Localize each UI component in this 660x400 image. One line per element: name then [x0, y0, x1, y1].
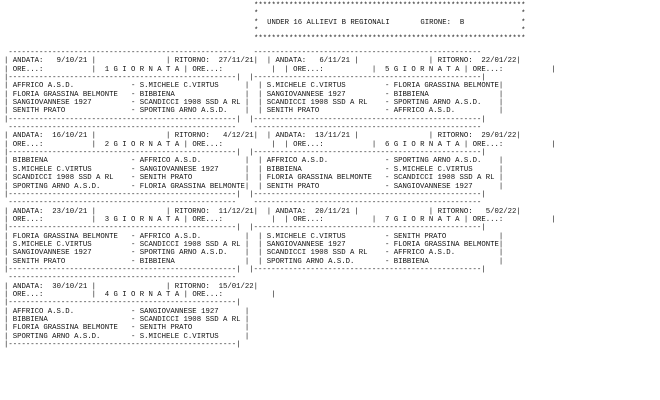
giornata-label: G I O R N A T A	[113, 215, 180, 224]
home-team: SCANDICCI 1908 SSD A RL	[266, 249, 368, 258]
home-team: S.MICHELE C.VIRTUS	[266, 232, 346, 241]
ritorno-date: 11/12/21	[218, 207, 254, 216]
away-team: SPORTING ARNO A.S.D.	[139, 249, 228, 258]
home-team: FLORIA GRASSINA BELMONTE	[12, 232, 118, 241]
ritorno-label: RITORNO:	[437, 207, 473, 216]
giornata-number: 4	[104, 290, 110, 299]
ore-label: ORE...:	[192, 215, 223, 224]
ore-label: ORE...:	[293, 65, 324, 74]
giornata-number: 3	[104, 215, 110, 224]
home-team: AFFRICO A.S.D.	[12, 307, 75, 316]
fixture-sheet: ---------------------------------------------------- ---------------------------------------------------- | ANDATA: 9/10/21 | | RITORNO: 27/11/21| | ANDATA: 6/11/21 | | RITORNO: 22/01/22| | ORE...: | 1 G I O R N A T A | ORE...: | | ORE...: | 5 G I O R N A T A | ORE...: | |----------------------------------------------------| |----------------------------------------------------| | AFFRICO A.S.D. - S.MICHELE C.VIRTUS | | S.MICHELE C.VIRTUS - FLORIA GRASSINA BELMONTE| | FLORIA GRASSINA BELMONTE - BIBBIENA | | SANGIOVANNESE 1927 - BIBBIENA | | SANGIOVANNESE 1927 - SCANDICCI 1908 SSD A RL | | SCANDICCI 1908 SSD A RL - SPORTING ARNO A.S.D. | | SENITH PRATO - SPORTING ARNO A.S.D. | | SENITH PRATO - AFFRICO A.S.D. | |----------------------------------------------------| |----------------------------------------------------| ---------------------------------------------------- ---------------------------------------------------- | ANDATA: 16/10/21 | | RITORNO: 4/12/21| | ANDATA: 13/11/21 | | RITORNO: 29/01/22| | ORE...: | 2 G I O R N A T A | ORE...: | | ORE...: | 6 G I O R N A T A | ORE...: | |----------------------------------------------------| |----------------------------------------------------| | BIBBIENA - AFFRICO A.S.D. | | AFFRICO A.S.D. - SPORTING ARNO A.S.D. | | S.MICHELE C.VIRTUS - SANGIOVANNESE 1927 | | BIBBIENA - S.MICHELE C.VIRTUS | | SCANDICCI 1908 SSD A RL - SENITH PRATO | | FLORIA GRASSINA BELMONTE - SCANDICCI 1908 SSD A RL | | SPORTING ARNO A.S.D. - FLORIA GRASSINA BELMONTE| | SENITH PRATO - SANGIOVANNESE 1927 | |----------------------------------------------------| |----------------------------------------------------| ---------------------------------------------------- ---------------------------------------------------- | ANDATA: 23/10/21 | | RITORNO: 11/12/21| | ANDATA: 20/11/21 | | RITORNO: 5/02/22| | ORE...: | 3 G I O R N A T A | ORE...: | | ORE...: | 7 G I O R N A T A | ORE...: | |----------------------------------------------------| |----------------------------------------------------| | FLORIA GRASSINA BELMONTE - AFFRICO A.S.D. | | S.MICHELE C.VIRTUS - SENITH PRATO | | S.MICHELE C.VIRTUS - SCANDICCI 1908 SSD A RL | | SANGIOVANNESE 1927 - FLORIA GRASSINA BELMONTE| | SANGIOVANNESE 1927 - SPORTING ARNO A.S.D. | | SCANDICCI 1908 SSD A RL - AFFRICO A.S.D. | | SENITH PRATO - BIBBIENA | | SPORTING ARNO A.S.D. - BIBBIENA | |----------------------------------------------------| |----------------------------------------------------| ---------------------------------------------------- | ANDATA: 30/10/21 | | RITORNO: 15/01/22| | ORE...: | 4 G I O R N A T A | ORE...: | |----------------------------------------------------| | AFFRICO A.S.D. - SANGIOVANNESE 1927 | | BIBBIENA - SCANDICCI 1908 SSD A RL | | FLORIA GRASSINA BELMONTE - SENITH PRATO | | SPORTING ARNO A.S.D. - S.MICHELE C.VIRTUS | |----------------------------------------------------|	[4, 49, 556, 350]
home-team: SENITH PRATO	[266, 107, 320, 116]
ritorno-date: 4/12/21	[222, 132, 254, 141]
home-team: SANGIOVANNESE 1927	[12, 249, 92, 258]
ore-label: ORE...:	[12, 140, 44, 149]
away-team: SPORTING ARNO A.S.D.	[139, 107, 228, 116]
andata-date: 13/11/21	[314, 132, 350, 141]
ore-label: ORE...:	[293, 215, 324, 224]
giornata-label: G I O R N A T A	[393, 140, 460, 149]
andata-label: ANDATA:	[275, 207, 307, 216]
away-team: SPORTING ARNO A.S.D.	[393, 99, 482, 108]
away-team: FLORIA GRASSINA BELMONTE	[139, 182, 245, 191]
andata-label: ANDATA:	[12, 282, 44, 291]
away-team: FLORIA GRASSINA BELMONTE	[393, 82, 499, 91]
andata-label: ANDATA:	[275, 57, 307, 66]
away-team: SANGIOVANNESE 1927	[139, 165, 219, 174]
home-team: SANGIOVANNESE 1927	[266, 240, 346, 249]
andata-label: ANDATA:	[275, 132, 307, 141]
andata-date: 30/10/21	[52, 282, 88, 291]
away-team: S.MICHELE C.VIRTUS	[393, 165, 473, 174]
group-value: B	[459, 18, 465, 27]
home-team: SENITH PRATO	[12, 257, 66, 266]
ritorno-date: 22/01/22	[481, 57, 517, 66]
ore-label: ORE...:	[12, 215, 44, 224]
home-team: SPORTING ARNO A.S.D.	[12, 332, 101, 341]
away-team: SENITH PRATO	[139, 324, 193, 333]
home-team: SCANDICCI 1908 SSD A RL	[12, 174, 114, 183]
ore-label: ORE...:	[293, 140, 324, 149]
ritorno-date: 27/11/21	[218, 57, 254, 66]
giornata-label: G I O R N A T A	[113, 65, 180, 74]
home-team: SCANDICCI 1908 SSD A RL	[266, 99, 368, 108]
away-team: BIBBIENA	[139, 90, 175, 99]
group-label: GIRONE:	[420, 18, 452, 27]
giornata-number: 7	[385, 215, 390, 224]
giornata-number: 1	[104, 65, 110, 74]
ore-label: ORE...:	[192, 290, 223, 299]
ore-label: ORE...:	[12, 65, 44, 74]
ore-label: ORE...:	[192, 140, 223, 149]
ritorno-date: 15/01/22	[218, 282, 254, 291]
away-team: AFFRICO A.S.D.	[139, 157, 202, 166]
away-team: S.MICHELE C.VIRTUS	[139, 82, 219, 91]
giornata-number: 2	[104, 140, 110, 149]
home-team: SPORTING ARNO A.S.D.	[266, 257, 355, 266]
andata-date: 6/11/21	[319, 57, 350, 66]
giornata-label: G I O R N A T A	[393, 215, 460, 224]
ritorno-label: RITORNO:	[174, 282, 210, 291]
ritorno-label: RITORNO:	[174, 132, 210, 141]
away-team: SCANDICCI 1908 SSD A RL	[139, 240, 241, 249]
home-team: AFFRICO A.S.D.	[266, 157, 329, 166]
away-team: AFFRICO A.S.D.	[393, 249, 456, 258]
ore-label: ORE...:	[472, 215, 504, 224]
away-team: AFFRICO A.S.D.	[139, 232, 202, 241]
giornata-number: 5	[385, 65, 390, 74]
home-team: BIBBIENA	[12, 316, 48, 324]
away-team: SCANDICCI 1908 SSD A RL	[139, 99, 241, 108]
home-team: SANGIOVANNESE 1927	[266, 90, 346, 99]
home-team: SPORTING ARNO A.S.D.	[12, 182, 101, 191]
away-team: SENITH PRATO	[139, 174, 193, 183]
away-team: SCANDICCI 1908 SSD A RL	[393, 174, 495, 183]
away-team: BIBBIENA	[393, 257, 429, 266]
home-team: FLORIA GRASSINA BELMONTE	[266, 174, 372, 183]
ore-label: ORE...:	[12, 290, 44, 299]
away-team: BIBBIENA	[139, 257, 175, 266]
ritorno-date: 29/01/22	[481, 132, 517, 141]
home-team: BIBBIENA	[12, 157, 48, 166]
home-team: AFFRICO A.S.D.	[12, 82, 75, 91]
giornata-number: 6	[385, 140, 390, 149]
away-team: S.MICHELE C.VIRTUS	[139, 332, 219, 341]
home-team: SENITH PRATO	[266, 182, 320, 191]
ritorno-label: RITORNO:	[174, 57, 210, 66]
competition-title: UNDER 16 ALLIEVI B REGIONALI	[267, 18, 390, 27]
ritorno-date: 5/02/22	[485, 207, 517, 216]
andata-label: ANDATA:	[12, 132, 44, 141]
ore-label: ORE...:	[472, 140, 504, 149]
andata-date: 20/11/21	[314, 207, 350, 216]
home-team: FLORIA GRASSINA BELMONTE	[12, 324, 118, 333]
away-team: SPORTING ARNO A.S.D.	[393, 157, 482, 166]
away-team: SANGIOVANNESE 1927	[139, 307, 219, 316]
giornata-label: G I O R N A T A	[393, 65, 460, 74]
giornata-label: G I O R N A T A	[113, 140, 180, 149]
home-team: S.MICHELE C.VIRTUS	[12, 165, 92, 174]
home-team: S.MICHELE C.VIRTUS	[12, 240, 92, 249]
home-team: SANGIOVANNESE 1927	[12, 99, 92, 108]
away-team: AFFRICO A.S.D.	[393, 107, 456, 116]
ore-label: ORE...:	[192, 65, 223, 74]
andata-date: 23/10/21	[52, 207, 88, 216]
away-team: SANGIOVANNESE 1927	[393, 182, 473, 191]
giornata-label: G I O R N A T A	[113, 290, 180, 299]
away-team: BIBBIENA	[393, 90, 429, 99]
ore-label: ORE...:	[472, 65, 504, 74]
ritorno-label: RITORNO:	[437, 57, 473, 66]
home-team: SENITH PRATO	[12, 107, 66, 116]
andata-date: 16/10/21	[52, 132, 88, 141]
home-team: S.MICHELE C.VIRTUS	[266, 82, 346, 91]
ritorno-label: RITORNO:	[174, 207, 210, 216]
away-team: SCANDICCI 1908 SSD A RL	[139, 316, 241, 324]
andata-label: ANDATA:	[12, 207, 44, 216]
home-team: BIBBIENA	[266, 165, 302, 174]
ritorno-label: RITORNO:	[437, 132, 473, 141]
andata-label: ANDATA:	[12, 57, 44, 66]
away-team: SENITH PRATO	[393, 232, 447, 241]
competition-header: ************************************************************** * * * UNDER 16 ALLIEVI B REGIONALI GIRONE: B * * * **************************************************************	[254, 2, 526, 44]
away-team: FLORIA GRASSINA BELMONTE	[393, 240, 499, 249]
home-team: FLORIA GRASSINA BELMONTE	[12, 90, 118, 99]
andata-date: 9/10/21	[56, 57, 88, 66]
